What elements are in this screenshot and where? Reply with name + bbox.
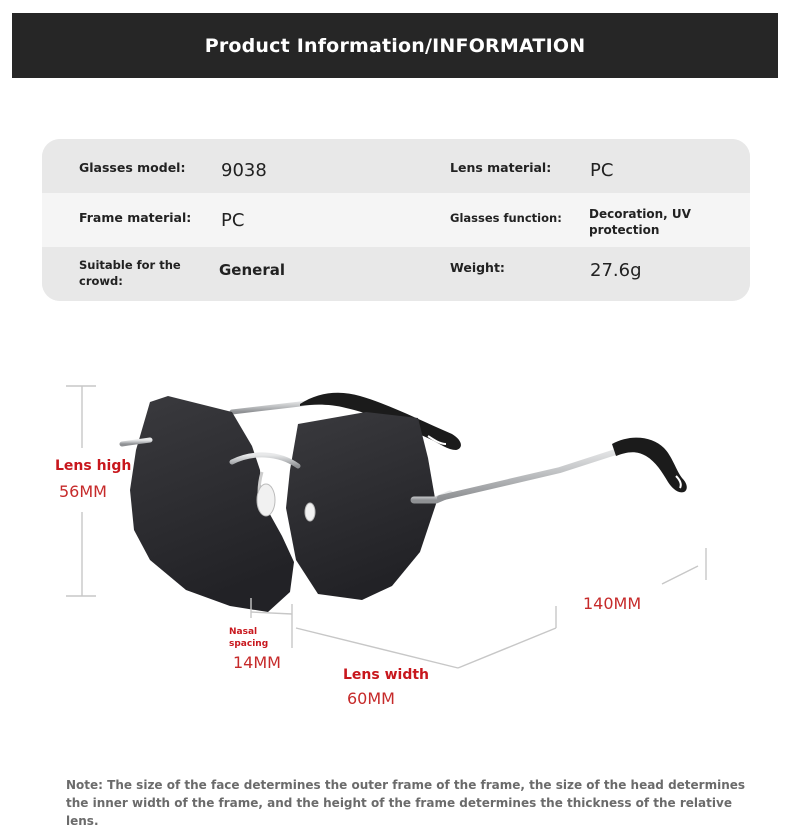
near-temple-arm — [440, 438, 687, 498]
lens-width-label: Lens width — [343, 667, 430, 683]
lens-material-label: Lens material: — [450, 160, 552, 175]
glasses-model-label: Glasses model: — [79, 160, 186, 175]
lens-high-label: Lens high — [55, 458, 132, 474]
frame-material-value: PC — [221, 210, 245, 231]
page-title: Product Information/INFORMATION — [204, 34, 586, 57]
glasses-function-value: Decoration, UV protection — [589, 207, 691, 237]
glasses-model-value: 9038 — [221, 160, 267, 181]
weight-label: Weight: — [450, 260, 505, 275]
total-width-dimension — [662, 548, 706, 584]
lens-high-value: 56MM — [59, 482, 107, 501]
glasses-function-label: Glasses function: — [450, 211, 562, 225]
lens-width-value: 60MM — [347, 689, 395, 708]
suitable-for-label: Suitable for the crowd: — [79, 258, 181, 288]
sizing-note: Note: The size of the face determines the outer frame of the frame, the size of the head determines the inner width of the frame, and the height of the frame determines the thickness of the relative lens. — [66, 778, 746, 828]
lens-width-dimension — [296, 606, 556, 668]
weight-value: 27.6g — [590, 260, 642, 281]
lens-material-value: PC — [590, 160, 614, 181]
nasal-spacing-value: 14MM — [233, 653, 281, 672]
suitable-for-value: General — [219, 261, 285, 279]
total-width-value: 140MM — [583, 594, 642, 613]
frame-material-label: Frame material: — [79, 210, 192, 225]
nasal-spacing-label: Nasal spacing — [229, 627, 269, 649]
